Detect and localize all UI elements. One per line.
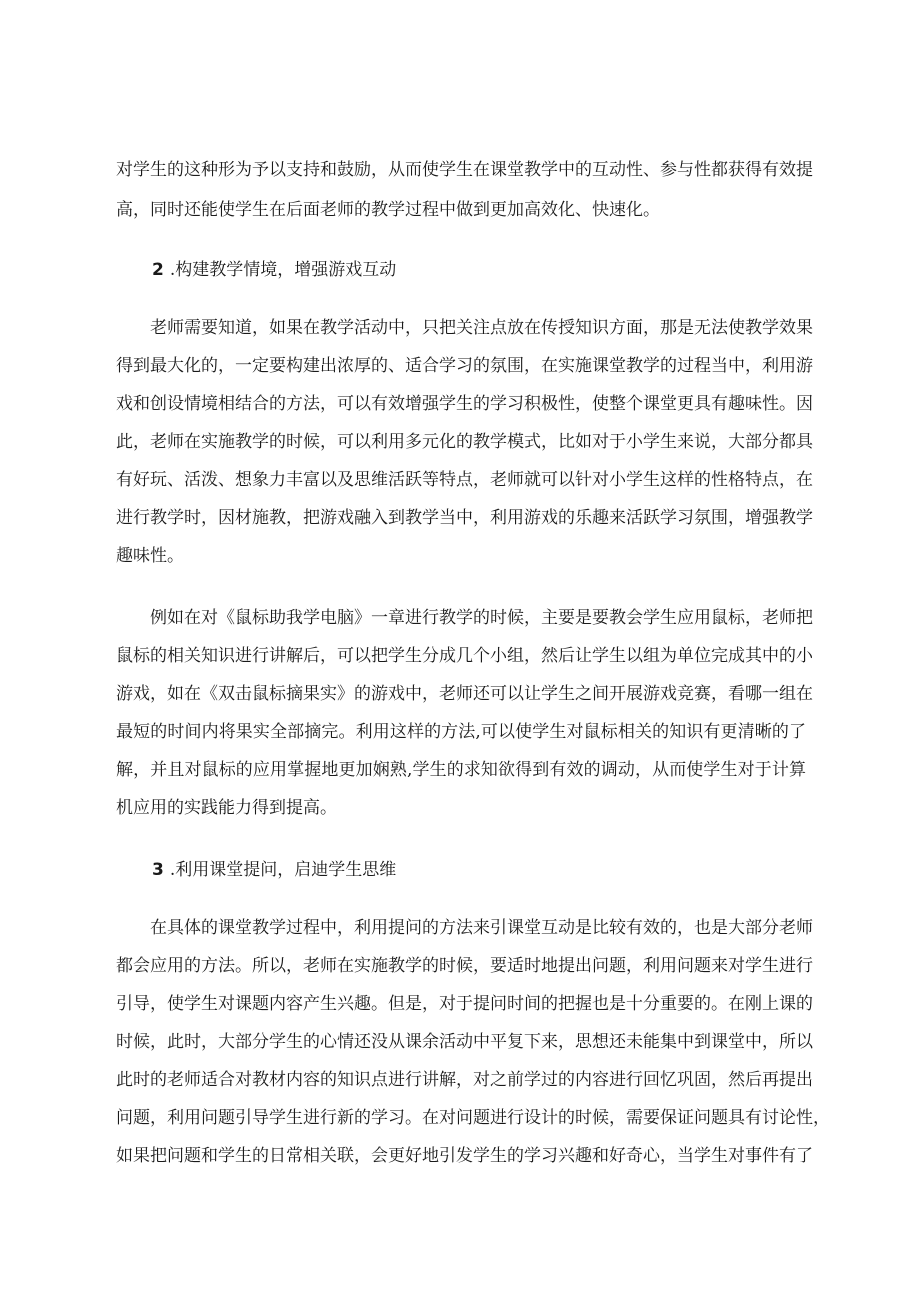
paragraph-line: 游戏，如在《双击鼠标摘果实》的游戏中，老师还可以让学生之间开展游戏竞赛，看哪一组在 [116,684,813,704]
paragraph-line: 高，同时还能使学生在后面老师的教学过程中做到更加高效化、快速化。 [116,200,660,220]
paragraph-line: 鼠标的相关知识进行讲解后，可以把学生分成几个小组，然后让学生以组为单位完成其中的小 [116,646,813,666]
paragraph-line: 老师需要知道，如果在教学活动中，只把关注点放在传授知识方面，那是无法使教学效果 [150,318,813,338]
paragraph-line: 最短的时间内将果实全部摘完。利用这样的方法,可以使学生对鼠标相关的知识有更清晰的了 [116,722,806,742]
paragraph-line: 对学生的这种形为予以支持和鼓励，从而使学生在课堂教学中的互动性、参与性都获得有效提 [116,160,813,180]
paragraph-line: 问题，利用问题引导学生进行新的学习。在对问题进行设计的时候，需要保证问题具有讨论性， [116,1108,830,1128]
paragraph-line: 如果把问题和学生的日常相关联，会更好地引发学生的学习兴趣和好奇心，当学生对事件有了 [116,1146,813,1166]
section-heading-3 [152,860,396,880]
paragraph-line: 时候，此时，大部分学生的心情还没从课余活动中平复下来，思想还未能集中到课堂中，所以 [116,1032,813,1052]
paragraph-line: 在具体的课堂教学过程中，利用提问的方法来引课堂互动是比较有效的，也是大部分老师 [150,918,813,938]
paragraph-line: 得到最大化的，一定要构建出浓厚的、适合学习的氛围，在实施课堂教学的过程当中，利用游 [116,356,813,376]
paragraph-line: 有好玩、活泼、想象力丰富以及思维活跃等特点，老师就可以针对小学生这样的性格特点，在 [116,470,813,490]
section-heading-2 [152,260,396,280]
heading-text: .构建教学情境，增强游戏互动 [169,260,397,280]
paragraph-line: 机应用的实践能力得到提高。 [116,798,337,818]
heading-number: 3 [152,860,164,880]
paragraph-line: 此，老师在实施教学的时候，可以利用多元化的教学模式，比如对于小学生来说，大部分都具 [116,432,813,452]
heading-number: 2 [152,260,164,280]
paragraph-line: 解，并且对鼠标的应用掌握地更加娴熟,学生的求知欲得到有效的调动，从而使学生对于计算 [116,760,806,780]
paragraph-line: 进行教学时，因材施教，把游戏融入到教学当中，利用游戏的乐趣来活跃学习氛围，增强教学 [116,508,813,528]
paragraph-line: 戏和创设情境相结合的方法，可以有效增强学生的学习积极性，使整个课堂更具有趣味性。因 [116,394,813,414]
heading-text: .利用课堂提问，启迪学生思维 [169,860,397,880]
paragraph-line: 趣味性。 [116,546,184,566]
paragraph-line: 都会应用的方法。所以，老师在实施教学的时候，要适时地提出问题，利用问题来对学生进行 [116,956,813,976]
paragraph-line: 引导，使学生对课题内容产生兴趣。但是，对于提问时间的把握也是十分重要的。在刚上课的 [116,994,813,1014]
paragraph-line: 例如在对《鼠标助我学电脑》一章进行教学的时候，主要是要教会学生应用鼠标，老师把 [150,608,813,628]
paragraph-line: 此时的老师适合对教材内容的知识点进行讲解，对之前学过的内容进行回忆巩固，然后再提出 [116,1070,813,1090]
